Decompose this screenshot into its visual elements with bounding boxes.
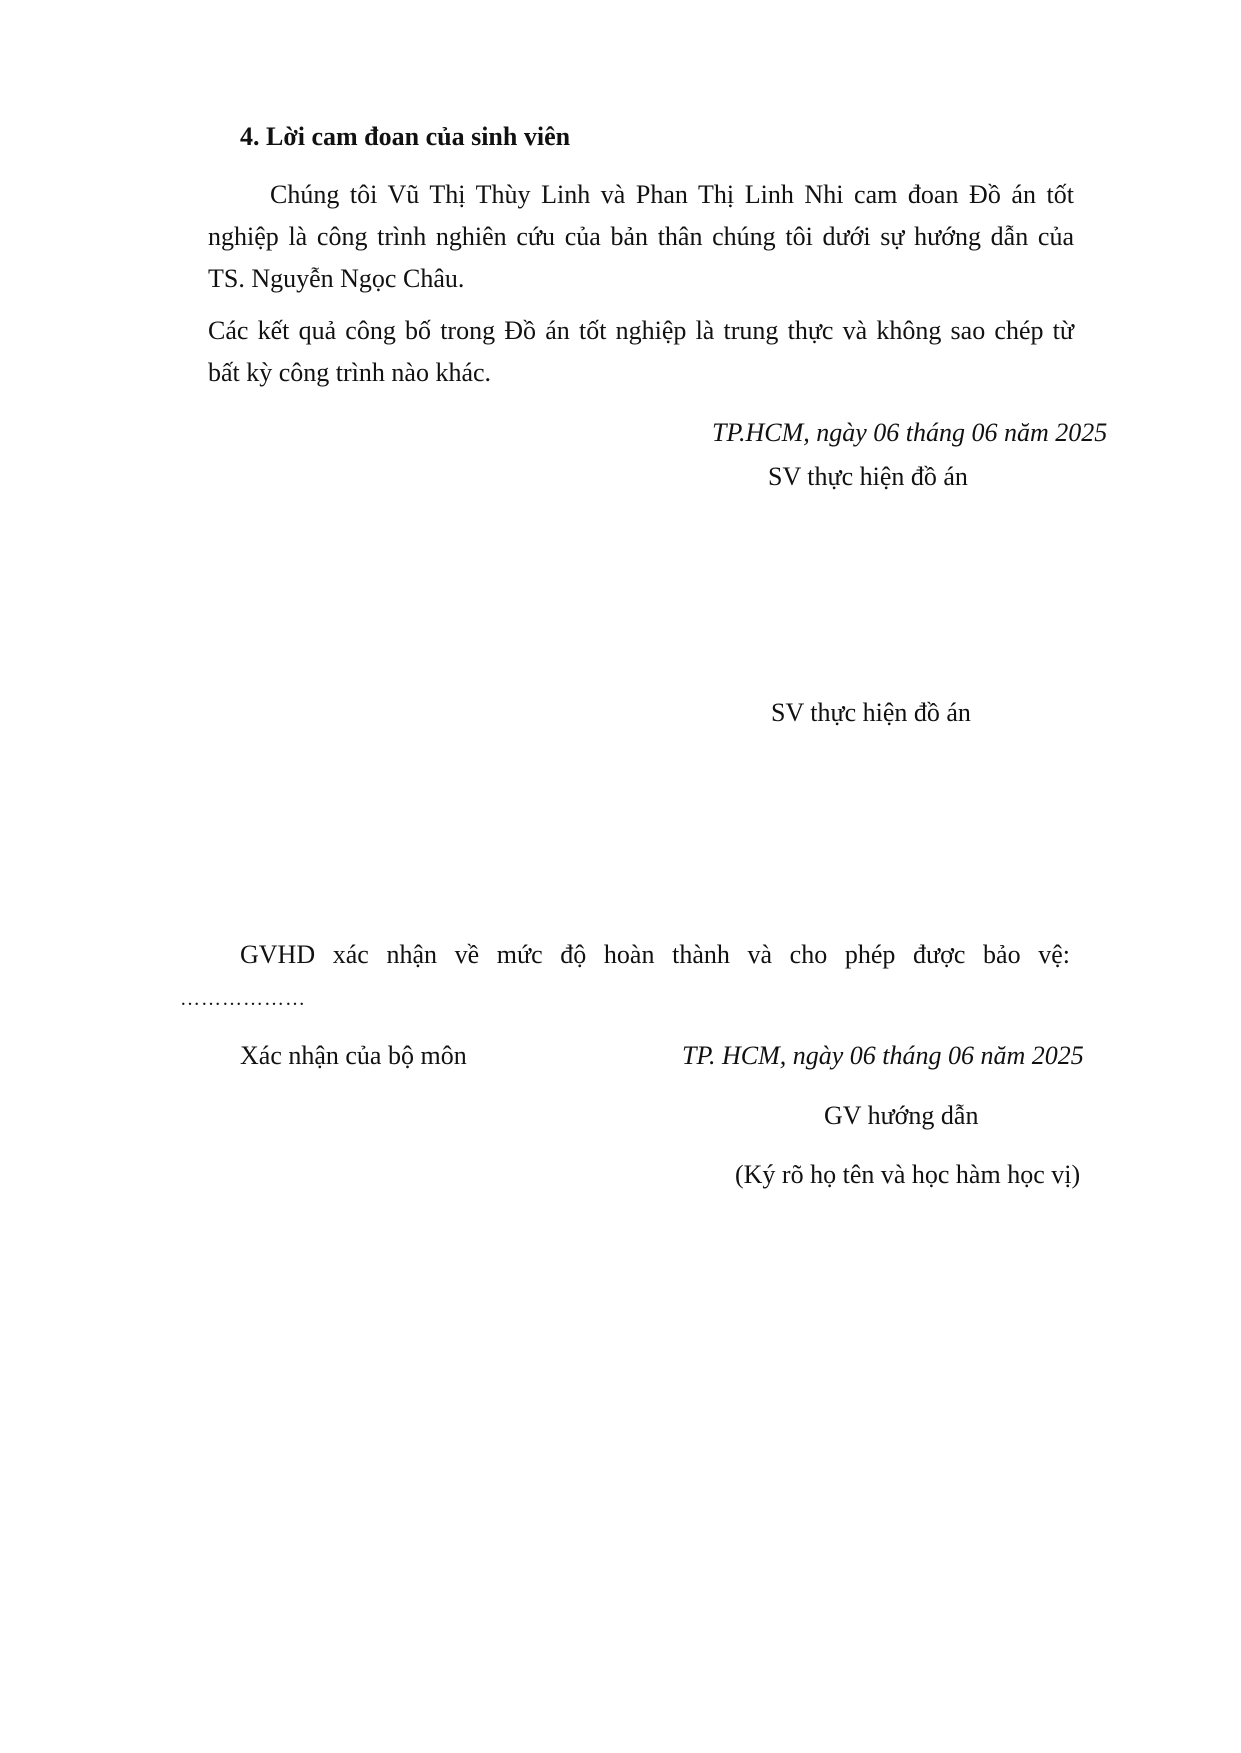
declaration-line-3: TS. Nguyễn Ngọc Châu.	[208, 264, 465, 293]
declaration-line-1: Chúng tôi Vũ Thị Thùy Linh và Phan Thị Linh Nhi cam đoan Đồ án tốt	[270, 180, 1074, 209]
declaration-line-2: nghiệp là công trình nghiên cứu của bản thân chúng tôi dưới sự hướng dẫn của	[208, 222, 1074, 251]
student-signature-label-1: SV thực hiện đồ án	[768, 462, 968, 491]
advisor-signature-title: GV hướng dẫn	[824, 1101, 979, 1130]
department-confirmation: Xác nhận của bộ môn	[240, 1041, 467, 1070]
advisor-signature-instruction: (Ký rõ họ tên và học hàm học vị)	[735, 1160, 1081, 1189]
advisor-confirmation-dots: ………………	[180, 988, 306, 1010]
advisor-signature-date: TP. HCM, ngày 06 tháng 06 năm 2025	[682, 1041, 1084, 1070]
section-heading: 4. Lời cam đoan của sinh viên	[240, 122, 571, 151]
declaration-line-5: bất kỳ công trình nào khác.	[208, 358, 492, 387]
declaration-line-4: Các kết quả công bố trong Đồ án tốt nghiệp là trung thực và không sao chép từ	[208, 316, 1074, 345]
student-signature-date: TP.HCM, ngày 06 tháng 06 năm 2025	[712, 418, 1108, 447]
student-signature-label-2: SV thực hiện đồ án	[771, 698, 971, 727]
advisor-confirmation-text: GVHD xác nhận về mức độ hoàn thành và cho phép được bảo vệ:	[240, 940, 1070, 969]
